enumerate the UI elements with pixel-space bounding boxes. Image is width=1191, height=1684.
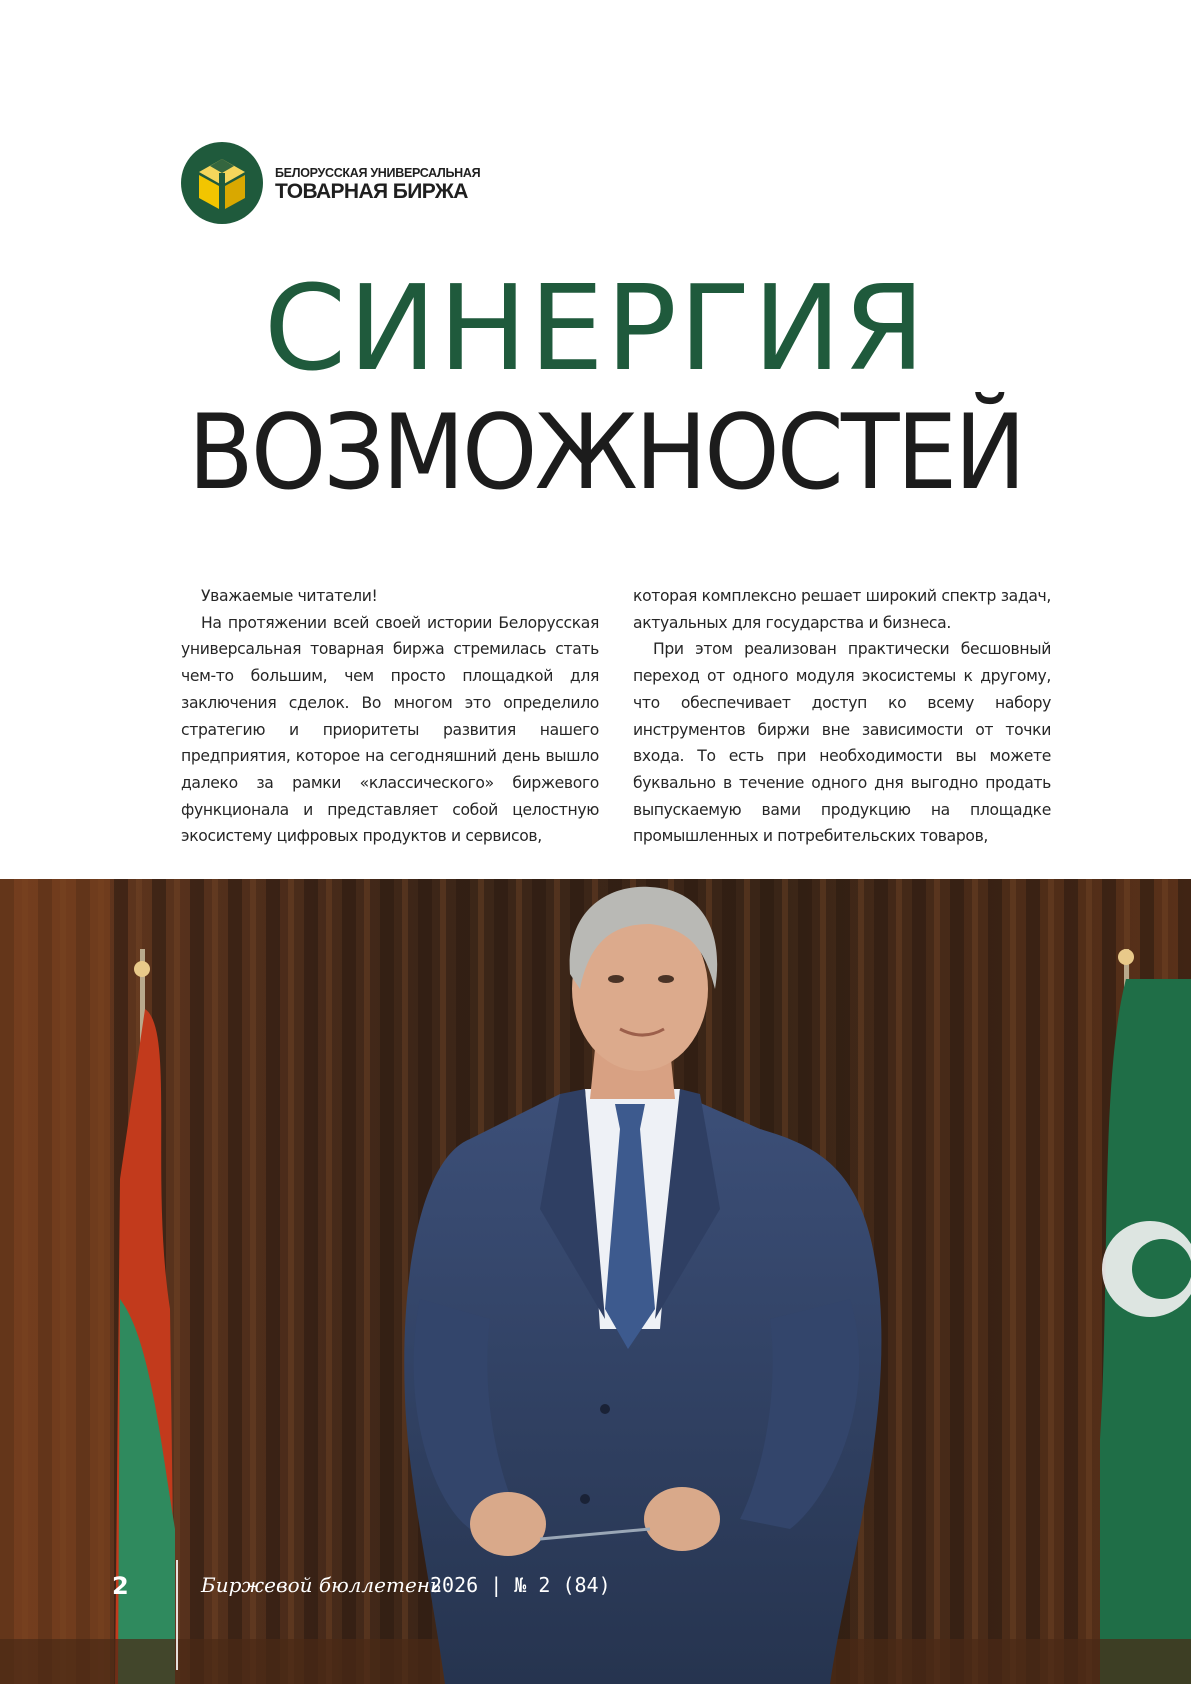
headline-line1: СИНЕРГИЯ: [263, 259, 928, 397]
page-number: 2: [112, 1572, 129, 1600]
magazine-title: Биржевой бюллетень: [201, 1573, 441, 1597]
article-column-left: [181, 583, 599, 850]
logo-text-line2: ТОВАРНАЯ БИРЖА: [275, 180, 468, 203]
portrait-photo: [0, 879, 1191, 1684]
article-paragraph: При этом реализован практически бесшовный переход от одного модуля экосистемы к другому, что обеспечивает доступ ко всему набору инструментов биржи вне зависимости от точки входа. То есть при необходимости вы можете буквально в течение одного дня выгодно продать выпускаемую вами продукцию на площадке промышленных и потребительских товаров,: [633, 640, 1051, 846]
article-column-right: [633, 583, 1051, 850]
article-paragraph: На протяжении всей своей истории Белорусская универсальная товарная биржа стремилась стать чем-то большим, чем просто площадкой для заключения сделок. Во многом это определило стратегию и приоритеты развития нашего предприятия, которое на сегодняшний день вышло далеко за рамки «классического» биржевого функционала и представляет собой целостную экосистему цифровых продуктов и сервисов,: [181, 613, 599, 846]
article-paragraph: которая комплексно решает широкий спектр задач, актуальных для государства и бизнеса.: [633, 587, 1051, 632]
article-greeting: Уважаемые читатели!: [201, 587, 378, 605]
issue-number: 2026 | № 2 (84): [430, 1573, 611, 1597]
exchange-emblem-icon: [181, 142, 263, 224]
logo-text-line1: БЕЛОРУССКАЯ УНИВЕРСАЛЬНАЯ: [275, 166, 481, 180]
portrait-illustration: [0, 879, 1191, 1684]
exchange-logo: [181, 142, 481, 224]
headline-line2: ВОЗМОЖНОСТЕЙ: [188, 393, 1024, 513]
footer-divider: [176, 1560, 178, 1670]
